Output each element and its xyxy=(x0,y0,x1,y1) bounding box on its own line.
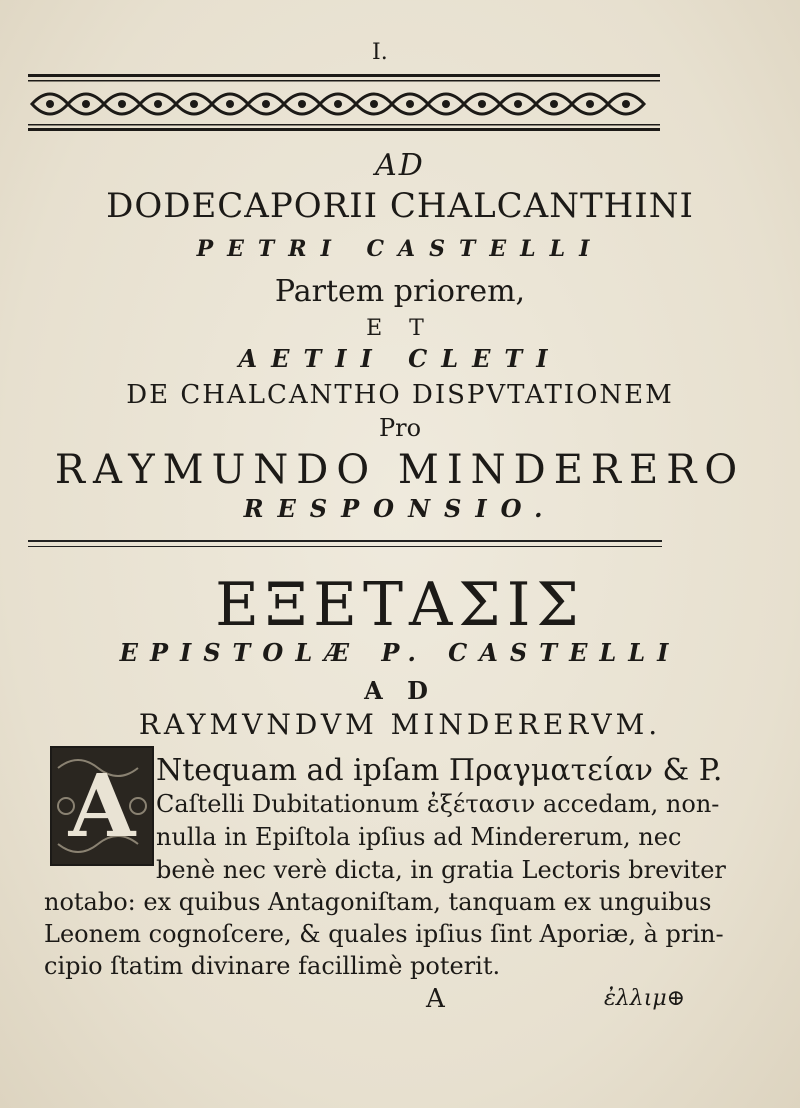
title-line-1: DODECAPORII CHALCANTHINI xyxy=(106,186,694,226)
body-line-4: benè nec verè dicta, in gratia Lectoris breviter xyxy=(156,856,726,884)
catchword: ἐλλιμ⊕ xyxy=(604,986,686,1011)
page-number: I. xyxy=(372,40,388,65)
body-line-3: nulla in Epiſtola ipſius ad Mindererum, nec xyxy=(156,823,682,851)
body-line-5: notabo: ex quibus Antagoniſtam, tanquam ex unguibus xyxy=(44,888,712,916)
title-line-8: RAYMUNDO MINDERERO xyxy=(54,447,746,493)
body-line-2: Caſtelli Dubitationum ἐξέτασιν accedam, non- xyxy=(156,790,720,818)
signature-mark: A xyxy=(426,984,445,1014)
title-line-6: DE CHALCANTHO DISPVTATIONEM xyxy=(126,380,674,410)
decorated-initial xyxy=(50,746,154,866)
body-line-1: Ntequam ad ipſam Πραγματείαν & P. xyxy=(156,753,723,788)
initial-letter: A xyxy=(68,756,136,857)
section-line-3: RAYMVNDVM MINDERERVM. xyxy=(138,708,662,741)
greek-heading: ΕΞΕΤΑΣΙΣ xyxy=(215,570,585,640)
divider-rule-top xyxy=(28,540,662,542)
body-line-7: cipio ſtatim divinare facillimè poterit. xyxy=(44,952,501,980)
title-ad: AD xyxy=(375,148,425,183)
title-line-3: Partem priorem, xyxy=(274,274,526,309)
title-line-7: Pro xyxy=(378,414,422,442)
section-line-1: EPISTOLÆ P. CASTELLI xyxy=(119,638,681,667)
divider-rule-bottom xyxy=(28,546,662,547)
body-line-6: Leonem cognoſcere, & quales ipſius ſint Aporiæ, à prin- xyxy=(44,920,724,948)
title-line-2: PETRI CASTELLI xyxy=(196,236,604,262)
title-line-5: AETII CLETI xyxy=(238,344,562,373)
title-line-9: RESPONSIO. xyxy=(243,494,557,523)
ornamental-header-band xyxy=(28,74,660,132)
title-line-4: E T xyxy=(366,316,434,341)
section-line-2: A D xyxy=(364,676,436,705)
